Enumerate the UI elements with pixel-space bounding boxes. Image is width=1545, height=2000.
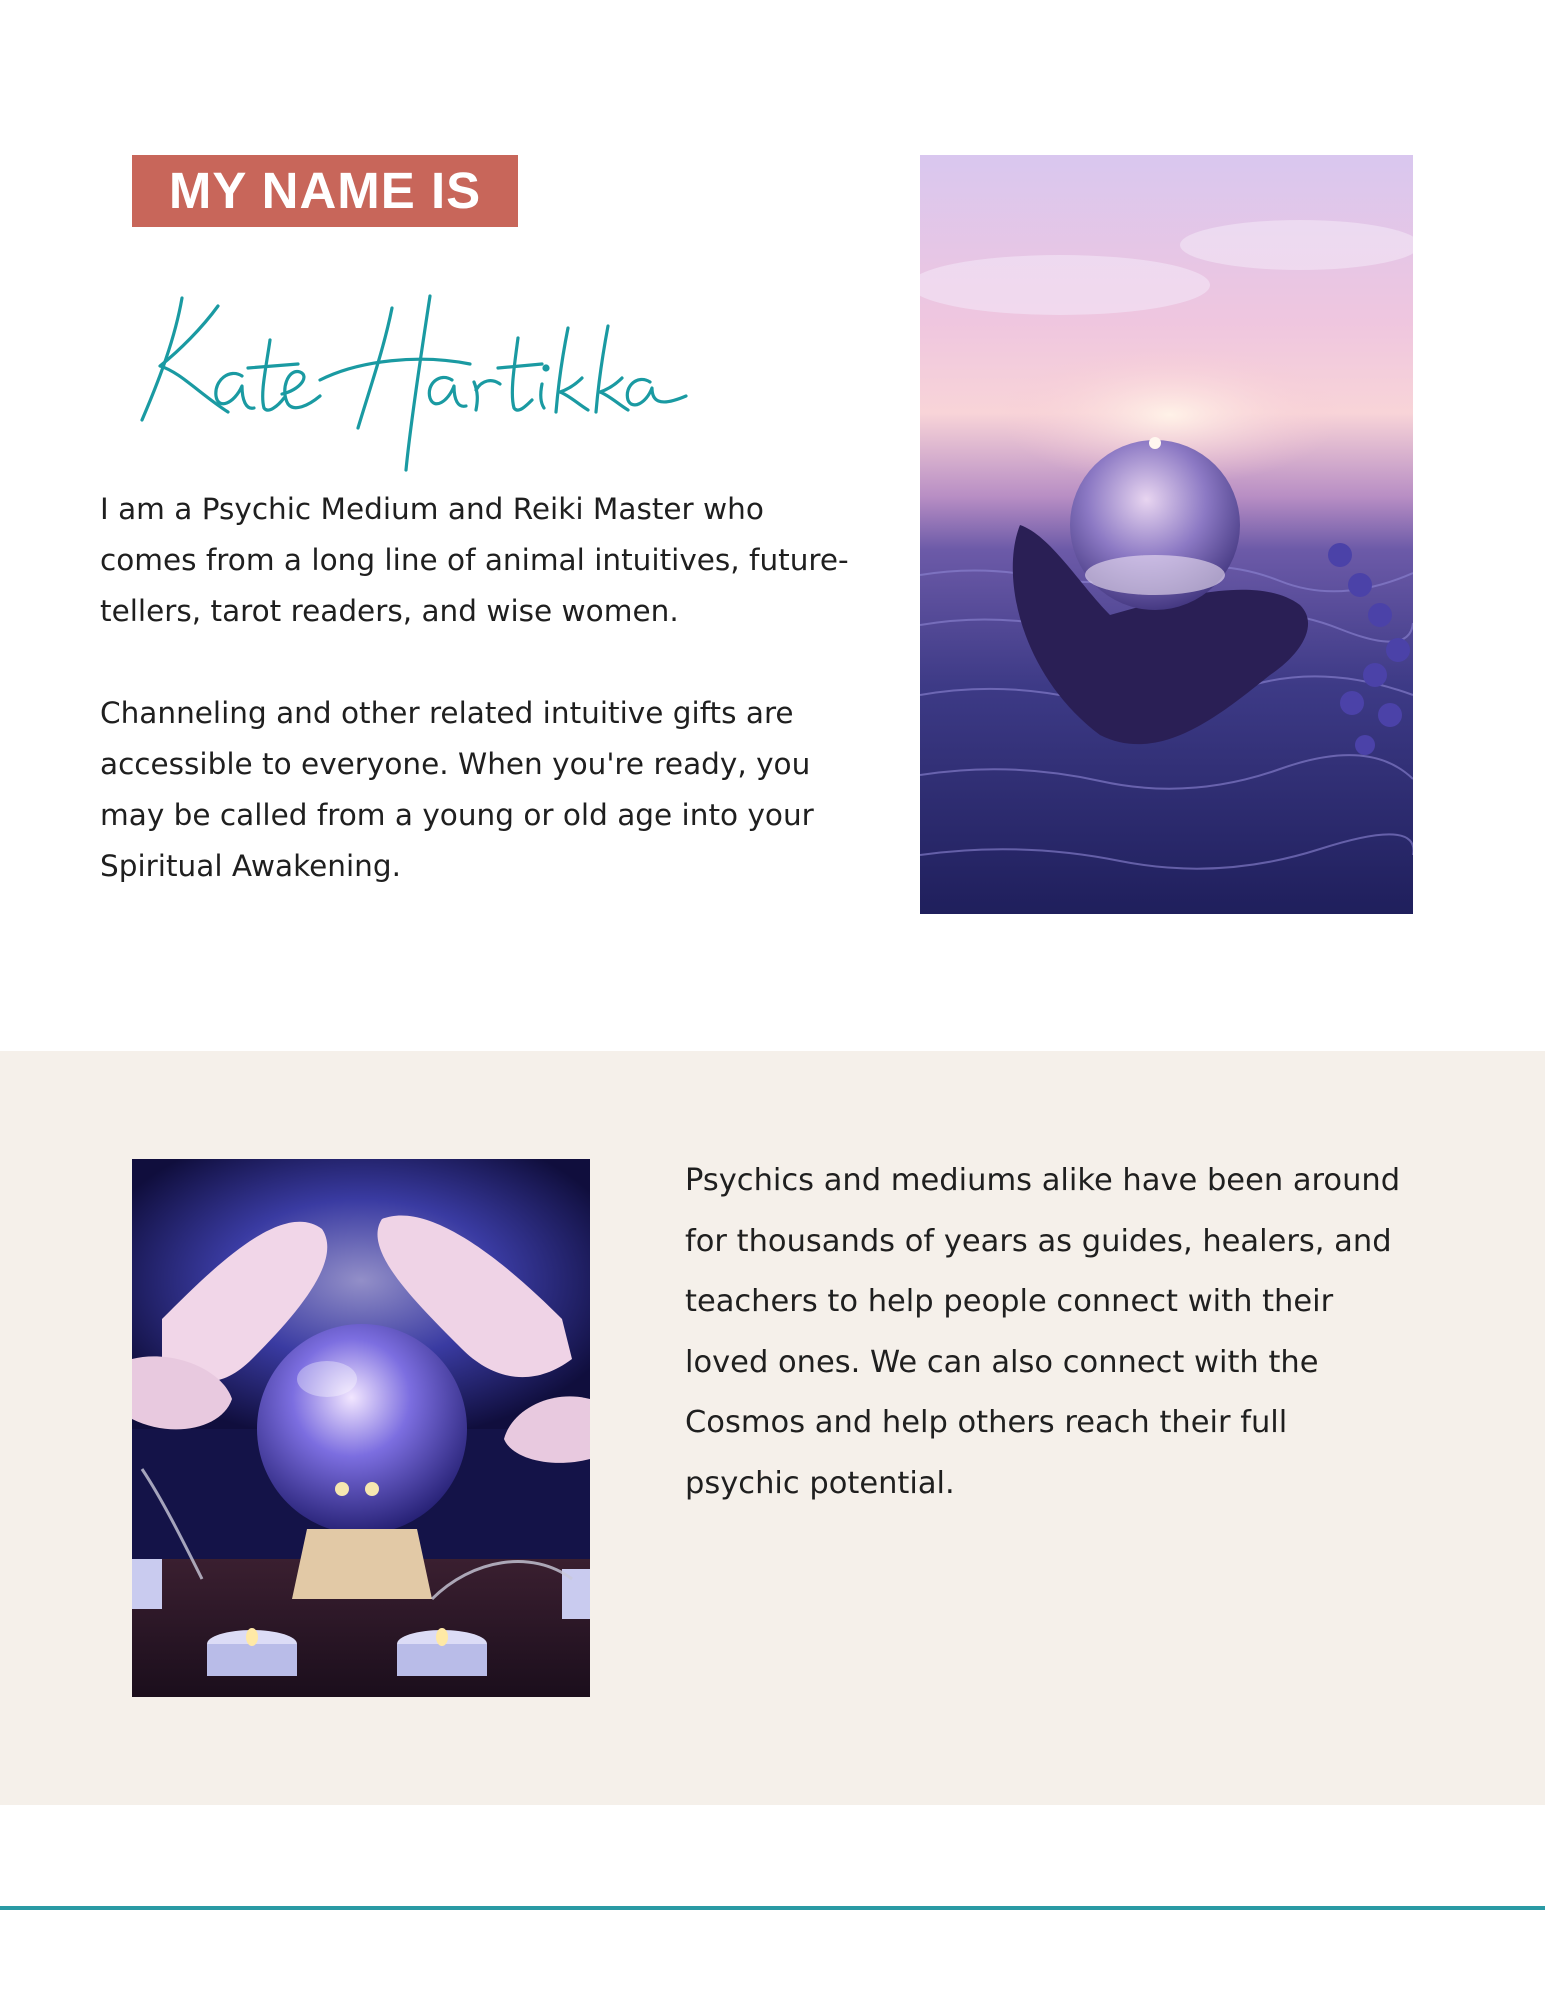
band-paragraph: Psychics and mediums alike have been around for thousands of years as guides, healers, and teachers to help people connect with their loved ones. We can also connect with the Cosmos and help others reach their full psychic potential. xyxy=(685,1163,1401,1501)
intro-paragraph-1: I am a Psychic Medium and Reiki Master who comes from a long line of animal intuitives, future-tellers, tarot readers, and wise women. xyxy=(100,492,849,628)
intro-paragraph-2: Channeling and other related intuitive gifts are accessible to everyone. When you're ready, you may be called from a young or old age into your Spiritual Awakening. xyxy=(100,696,814,883)
signature-graphic xyxy=(130,268,770,478)
footer-divider xyxy=(0,1906,1545,1910)
name-tag-label: MY NAME IS xyxy=(132,155,518,227)
signature-name xyxy=(130,268,770,478)
band-text xyxy=(685,1151,1405,1515)
crystal-ball-candles-photo xyxy=(132,1159,590,1697)
intro-text xyxy=(100,484,860,892)
crystal-ball-sunset-photo xyxy=(920,155,1413,914)
